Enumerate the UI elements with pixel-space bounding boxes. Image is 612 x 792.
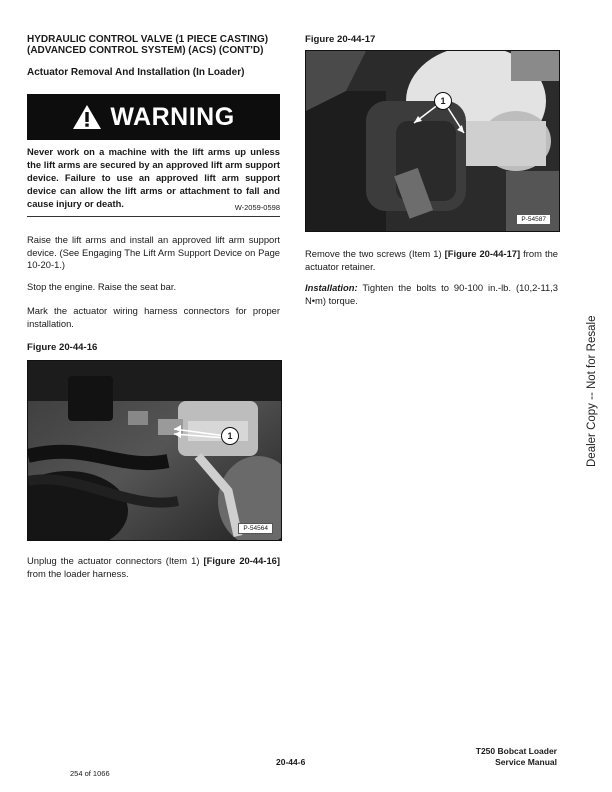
- callout-marker: 1: [434, 92, 452, 110]
- page-number: 20-44-6: [276, 757, 306, 767]
- section-subtitle: Actuator Removal And Installation (In Loader): [27, 67, 245, 78]
- installation-text: Tighten the bolts to 90-100 in.-lb. (10,2-11,3 N•m) torque.: [305, 282, 558, 306]
- manual-type: Service Manual: [495, 757, 557, 767]
- figure-label: Figure 20-44-16: [27, 342, 98, 353]
- divider: [27, 216, 280, 217]
- instruction-unplug-connectors: [27, 555, 280, 580]
- warning-banner: [27, 94, 280, 140]
- figure-photo-actuator-retainer: [305, 50, 560, 232]
- installation-label: Installation:: [305, 282, 358, 293]
- callout-marker: 1: [221, 427, 239, 445]
- installation-note: [305, 282, 558, 307]
- instruction-mark-connectors: Mark the actuator wiring harness connectors for proper installation.: [27, 305, 280, 329]
- manual-title: [450, 746, 557, 768]
- instruction-text: Unplug the actuator connectors (Item 1): [27, 555, 204, 566]
- dealer-copy-watermark: Dealer Copy -- Not for Resale: [586, 315, 598, 467]
- photo-illustration: [306, 51, 559, 231]
- warning-triangle-icon: [72, 104, 102, 130]
- warning-text: Never work on a machine with the lift arms up unless the lift arms are secured by an approved lift arm support device. Failure to use an approved lift arm support device can allow the lift arms or attachment to fall and cause injury or death.: [27, 146, 280, 209]
- photo-illustration: [28, 361, 281, 540]
- instruction-remove-screws: [305, 248, 558, 273]
- warning-label: WARNING: [110, 102, 235, 131]
- instruction-stop-engine: Stop the engine. Raise the seat bar.: [27, 281, 177, 292]
- figure-photo-actuator-connectors: [27, 360, 282, 541]
- figure-reference: [Figure 20-44-17]: [444, 248, 521, 259]
- figure-label: Figure 20-44-17: [305, 34, 376, 45]
- section-title-line1: HYDRAULIC CONTROL VALVE (1 PIECE CASTING): [27, 34, 269, 45]
- instruction-text: from the loader harness.: [27, 567, 129, 579]
- warning-code: W-2059-0598: [234, 203, 280, 212]
- figure-reference: [Figure 20-44-16]: [203, 555, 280, 566]
- model-name: T250 Bobcat Loader: [475, 746, 557, 756]
- instruction-text: Remove the two screws (Item 1): [305, 248, 445, 259]
- page-count: 254 of 1066: [70, 769, 110, 778]
- instruction-text: from the actuator retainer.: [305, 248, 558, 272]
- section-title: [27, 34, 287, 56]
- photo-number: P-54564: [238, 523, 273, 534]
- instruction-raise-lift-arms: Raise the lift arms and install an approved lift arm support device. (See Engaging The Lift Arm Support Device on Page 10-20-1.): [27, 234, 280, 270]
- photo-number: P-54587: [516, 214, 551, 225]
- section-title-line2: (ADVANCED CONTROL SYSTEM) (ACS) (CONT'D): [27, 45, 264, 56]
